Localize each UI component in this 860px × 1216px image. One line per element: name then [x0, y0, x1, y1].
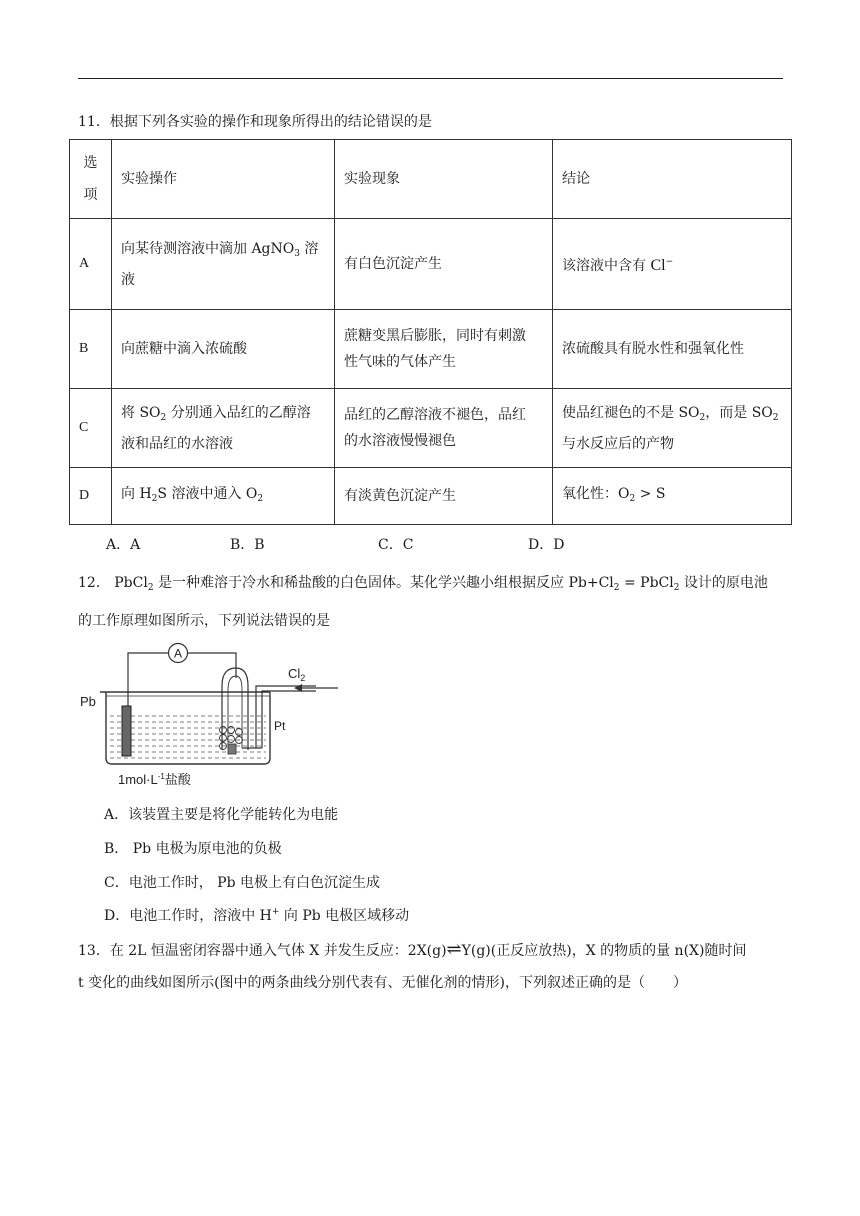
row-a-operation-line1: 向某待测溶液中滴加 AgNO$_3$ 溶: [121, 240, 319, 259]
row-a-option: A: [70, 219, 112, 310]
choice-b[interactable]: B．B: [230, 537, 265, 553]
row-b-phenomenon-line1: 蔗糖变黑后膨胀，同时有刺激: [344, 328, 526, 344]
pt-plate: [228, 744, 236, 754]
header-conclusion: 结论: [553, 140, 792, 219]
choice-d[interactable]: D．D: [528, 537, 565, 553]
header-rule: [78, 78, 783, 79]
pt-label: Pt: [274, 719, 286, 733]
row-c-phenomenon-line2: 的水溶液慢慢褪色: [344, 433, 456, 449]
pt-electrode-tube: [222, 668, 248, 750]
cl2-inlet-tube: [256, 686, 316, 748]
row-b-option: B: [70, 310, 112, 389]
header-option-line1: 选: [83, 155, 98, 171]
circuit-wire-right: [188, 653, 236, 678]
choice-a[interactable]: A．A: [106, 537, 141, 553]
galvanic-cell-figure: [70, 640, 340, 790]
table-row-a: [70, 219, 792, 310]
q12-option-d[interactable]: D．电池工作时，溶液中 H+ 向 Pb 电极区域移动: [104, 907, 410, 924]
q13-stem-line1: 13．在 2L 恒温密闭容器中通入气体 X 并发生反应：2X(g)⇌Y(g)(正反应放热)，X 的物质的量 n(X)随时间: [78, 939, 747, 960]
q12-option-b[interactable]: B． Pb 电极为原电池的负极: [104, 841, 282, 857]
row-a-operation: [112, 219, 335, 310]
row-c-operation-line1: 将 $SO_2$ 分别通入品红的乙醇溶: [121, 404, 311, 423]
row-b-conclusion: 浓硫酸具有脱水性和强氧化性: [553, 310, 792, 389]
q13-stem-line2: t 变化的曲线如图所示(图中的两条曲线分别代表有、无催化剂的情形)，下列叙述正确的是（ ）: [78, 975, 687, 991]
pb-electrode: [122, 706, 131, 756]
table-row-b: [70, 310, 792, 389]
table-row-c: [70, 389, 792, 468]
row-a-conclusion: 该溶液中含有 Cl−: [553, 219, 792, 310]
row-b-phenomenon-line2: 性气味的气体产生: [344, 354, 456, 370]
pb-label: Pb: [80, 694, 96, 709]
row-a-phenomenon: 有白色沉淀产生: [335, 219, 553, 310]
row-a-operation-line2: 液: [121, 271, 135, 288]
row-b-phenomenon: [335, 310, 553, 389]
table-row-d: [70, 468, 792, 525]
header-operation: 实验操作: [112, 140, 335, 219]
row-d-conclusion: 氧化性：$O_2 > S$: [553, 468, 792, 525]
header-phenomenon: 实验现象: [335, 140, 553, 219]
row-c-operation: [112, 389, 335, 468]
q11-choices: [106, 534, 706, 554]
row-d-phenomenon: 有淡黄色沉淀产生: [335, 468, 553, 525]
q12-stem-line1: 12． PbCl$_2$ 是一种难溶于冷水和稀盐酸的白色固体。某化学兴趣小组根据反应 $Pb+Cl_2$ = PbCl$_2$ 设计的原电池: [78, 575, 768, 593]
row-d-operation: 向 $H_2S$ 溶液中通入 $O_2$: [112, 468, 335, 525]
table-header-row: [70, 140, 792, 219]
hcl-solution: [110, 716, 266, 758]
solution-caption: $1mol\cdot L^{-1}$盐酸: [118, 772, 191, 787]
choice-c[interactable]: C．C: [378, 537, 414, 553]
header-option-line2: 项: [83, 187, 98, 203]
q12-option-a[interactable]: A．该装置主要是将化学能转化为电能: [104, 807, 339, 823]
circuit-wire: [128, 653, 168, 706]
header-option: [70, 140, 112, 219]
row-c-conclusion-line1: 使品红褪色的不是 $SO_2$，而是 $SO_2$: [562, 404, 779, 423]
row-c-phenomenon-line1: 品红的乙醇溶液不褪色，品红: [344, 407, 526, 423]
ammeter-icon: [169, 644, 188, 663]
row-c-conclusion-line2: 与水反应后的产物: [562, 435, 674, 452]
q11-table: [69, 139, 792, 525]
row-c-conclusion: [553, 389, 792, 468]
row-b-operation: 向蔗糖中滴入浓硫酸: [112, 310, 335, 389]
row-d-option: D: [70, 468, 112, 525]
row-c-option: C: [70, 389, 112, 468]
cl2-label: $Cl_2$: [288, 666, 306, 683]
q12-stem-line2: 的工作原理如图所示，下列说法错误的是: [78, 613, 330, 629]
row-c-operation-line2: 液和品红的水溶液: [121, 435, 233, 452]
q11-stem: 11．根据下列各实验的操作和现象所得出的结论错误的是: [78, 114, 432, 130]
row-c-phenomenon: [335, 389, 553, 468]
q12-option-c[interactable]: C．电池工作时， Pb 电极上有白色沉淀生成: [104, 875, 380, 891]
ammeter-label: A: [173, 646, 183, 661]
